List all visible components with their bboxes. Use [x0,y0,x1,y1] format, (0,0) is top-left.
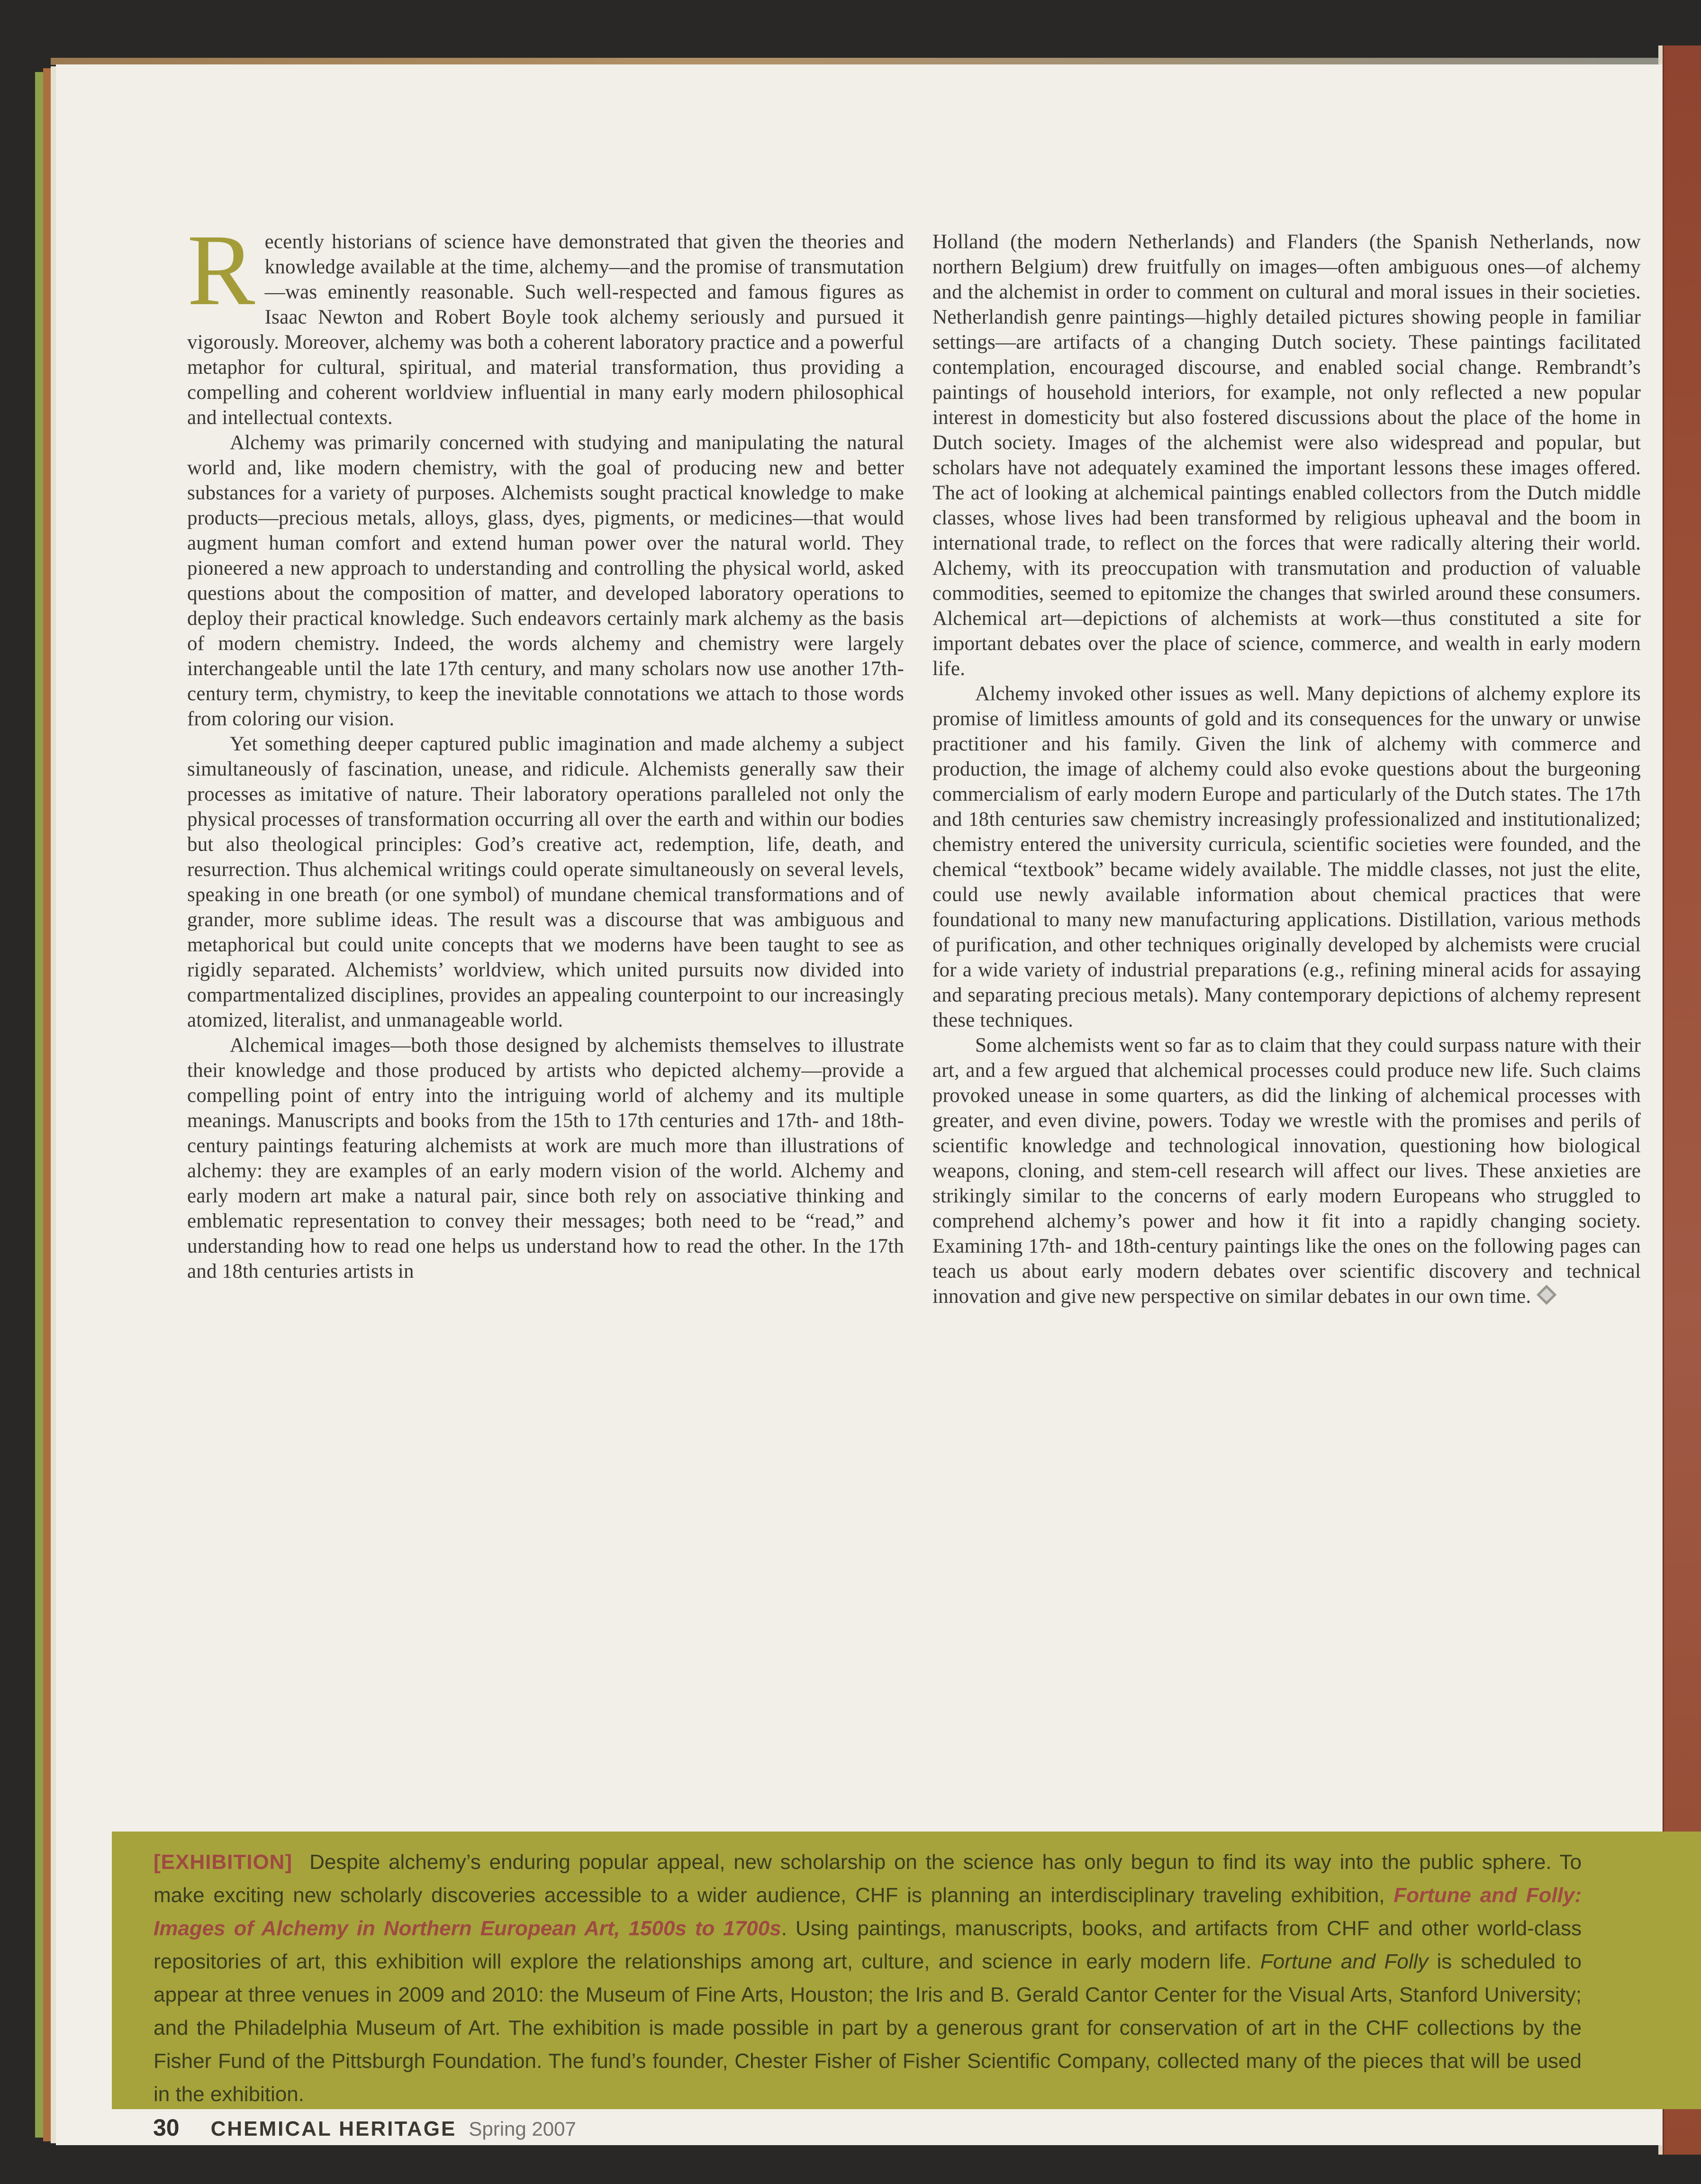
paragraph: Alchemy invoked other issues as well. Many depictions of alchemy explore its promise of limitless amounts of gold and its consequences for the unwary or unwise practitioner and his family. Given the link of alchemy with commerce and production, the image of alchemy could also evoke questions about the burgeoning commercialism of early modern Europe and particularly of the Dutch states. The 17th and 18th centuries saw chemistry increasingly professionalized and institutionalized; chemistry entered the university curricula, scientific societies were founded, and the chemical “textbook” became widely available. The middle classes, not just the elite, could use newly available information about chemical practices that were foundational to many new manufacturing applications. Distillation, various methods of purification, and other techniques originally developed by alchemists were crucial for a wide variety of industrial preparations (e.g., refining mineral acids for assaying and separating precious metals). Many contemporary depictions of alchemy represent these techniques. [932,683,1641,1031]
paragraph-closing [932,1033,1641,1309]
exhibition-name-italic: Fortune and Folly [1260,1950,1429,1973]
end-of-article-diamond-icon [1537,1285,1556,1305]
exhibition-mid: . Using paintings, manuscripts, books, and artifacts from CHF and other world-class repositories of art, this exhibition will explore the relationships among art, culture, and science in early modern life. [154,1917,1582,1973]
paragraph: Yet something deeper captured public imagination and made alchemy a subject simultaneously of fascination, unease, and ridicule. Alchemists generally saw their processes as imitative of nature. Their laboratory operations paralleled not only the physical processes of transformation occurring all over the earth and within our bodies but also theological principles: God’s creative act, redemption, life, death, and resurrection. Thus alchemical writings could operate simultaneously on several levels, speaking in one breath (or one symbol) of mundane chemical transformations and of grander, more sublime ideas. The result was a discourse that was ambiguous and metaphorical but could unite concepts that we moderns have been taught to see as rigidly separated. Alchemists’ worldview, which united pursuits now divided into compartmentalized disciplines, provides an appealing counterpoint to our increasingly atomized, literalist, and unmanageable world. [187,733,904,1031]
paragraph-continuation: Holland (the modern Netherlands) and Flanders (the Spanish Netherlands, now northern Belgium) drew fruitfully on images—often ambiguous ones—of alchemy and the alchemist in order to comment on cultural and moral issues in their societies. Netherlandish genre paintings—highly detailed pictures showing people in familiar settings—are artifacts of a changing Dutch society. These paintings facilitated contemplation, encouraged discourse, and enabled social change. Rembrandt’s paintings of household interiors, for example, not only reflected a new popular interest in domesticity but also fostered discussions about the place of the home in Dutch society. Images of the alchemist were also widespread and popular, but scholars have not adequately examined the important lessons these images offered. The act of looking at alchemical paintings enabled collectors from the Dutch middle classes, whose lives had been transformed by religious upheaval and the boom in international trade, to reflect on the forces that were radically altering their world. Alchemy, with its preoccupation with transmutation and production of valuable commodities, seemed to epitomize the changes that swirled around these consumers. Alchemical art—depictions of alchemists at work—thus constituted a site for important debates over the place of science, commerce, and wealth in early modern life. [932,231,1641,680]
page-footer [153,2114,576,2141]
paragraph-text: Some alchemists went so far as to claim that they could surpass nature with their art, and a few argued that alchemical processes could produce new life. Such claims provoked unease in some quarters, as did the linking of alchemical processes with greater, and even divine, powers. Today we wrestle with the promises and perils of scientific knowledge and technological innovation, questioning how biological weapons, cloning, and stem-cell research will affect our lives. These anxieties are strikingly similar to the concerns of early modern Europeans who struggled to comprehend alchemy’s power and how it fit into a rapidly changing society. Examining 17th- and 18th-century paintings like the ones on the following pages can teach us about early modern debates over scientific discovery and technical innovation and give new perspective on similar debates in our own time. [932,1034,1641,1308]
paragraph: Alchemical images—both those designed by alchemists themselves to illustrate their knowledge and those produced by artists who depicted alchemy—provide a compelling point of entry into the intriguing world of alchemy and its multiple meanings. Manuscripts and books from the 15th to 17th centuries and 17th- and 18th-century paintings featuring alchemists at work are much more than illustrations of alchemy: they are examples of an early modern vision of the world. Alchemy and early modern art make a natural pair, since both rely on associative thinking and emblematic representation to convey their messages; both need to be “read,” and understanding how to read one helps us understand how to read the other. In the 17th and 18th centuries artists in [187,1034,904,1282]
magazine-title: CHEMICAL HERITAGE [210,2117,457,2140]
page-edge-strip-green [35,72,43,2138]
exhibition-text [154,1846,1582,2111]
exhibition-intro: Despite alchemy’s enduring popular appeal, new scholarship on the science has only begun to find its way into the public sphere. To make exciting new scholarly discoveries accessible to a wider audience, CHF is planning an interdisciplinary traveling exhibition, [154,1850,1582,1907]
exhibition-rest: is scheduled to appear at three venues in 2009 and 2010: the Museum of Fine Arts, Houston; the Iris and B. Gerald Cantor Center for the Visual Arts, Stanford University; and the Philadelphia Museum of Art. The exhibition is made possible in part by a generous grant for conservation of art in the CHF collections by the Fisher Fund of the Pittsburgh Foundation. The fund’s founder, Chester Fisher of Fisher Scientific Company, collected many of the pieces that will be used in the exhibition. [154,1950,1582,2106]
page-edge-strip-cream [51,66,56,2143]
paragraph-text: ecently historians of science have demonstrated that given the theories and knowledge available at the time, alchemy—and the promise of transmutation—was eminently reasonable. Such well-respected and famous figures as Isaac Newton and Robert Boyle took alchemy seriously and pursued it vigorously. Moreover, alchemy was both a coherent laboratory practice and a powerful metaphor for cultural, spiritual, and material transformation, thus providing a compelling and coherent worldview influential in many early modern philosophical and intellectual contexts. [187,231,904,429]
paragraph: Alchemy was primarily concerned with studying and manipulating the natural world and, like modern chemistry, with the goal of producing new and better substances for a variety of purposes. Alchemists sought practical knowledge to make products—precious metals, alloys, glass, dyes, pigments, or medicines—that would augment human comfort and extend human power over the natural world. They pioneered a new approach to understanding and controlling the physical world, asked questions about the composition of matter, and developed laboratory operations to deploy their practical knowledge. Such endeavors certainly mark alchemy as the basis of modern chemistry. Indeed, the words alchemy and chemistry were largely interchangeable until the late 17th century, and many scholars now use another 17th-century term, chymistry, to keep the inevitable connotations we attach to those words from coloring our vision. [187,432,904,730]
paragraph-opening [187,213,904,430]
page-number: 30 [153,2114,180,2141]
magazine-page [56,64,1662,2145]
exhibition-label: [EXHIBITION] [154,1850,293,1874]
issue-label: Spring 2007 [469,2118,576,2140]
article-right-column [932,229,1641,1309]
drop-cap: R [187,213,255,326]
exhibition-callout-box [112,1832,1701,2109]
article-left-column [187,213,904,1284]
exhibition-title: Fortune and Folly: Images of Alchemy in Northern European Art, 1500s to 1700s [154,1884,1582,1940]
page-edge-strip-orange [43,68,51,2141]
page-top-edge-strip [51,58,1662,65]
